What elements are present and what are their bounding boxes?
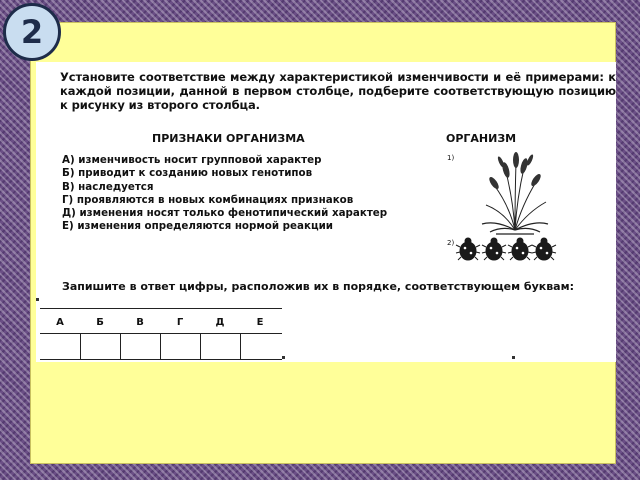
- table-header-cell: Е: [256, 317, 264, 328]
- property-item: В) наследуется: [62, 180, 154, 193]
- slide-number: 2: [20, 13, 44, 51]
- answer-prompt: Запишите в ответ цифры, расположив их в порядке, соответствующем буквам:: [62, 280, 574, 293]
- task-instruction: Установите соответствие между характеристикой изменчивости и её примерами: к каждой позиции, данной в первом столбце, подберите соответствующую позицию к рисунку из второго столбца.: [60, 70, 616, 112]
- properties-list: [62, 154, 387, 234]
- scan-artifact: [36, 298, 39, 301]
- left-column-title: ПРИЗНАКИ ОРГАНИЗМА: [152, 132, 305, 145]
- answer-table: [40, 308, 282, 360]
- table-col-line: [160, 333, 161, 360]
- plant-drawing-icon: [476, 150, 554, 238]
- table-header-cell: Д: [215, 317, 225, 328]
- beetle-icon: [454, 236, 558, 262]
- scan-artifact: [282, 356, 285, 359]
- table-border-top: [40, 308, 282, 309]
- table-col-line: [120, 333, 121, 360]
- table-divider: [40, 333, 282, 334]
- table-header-cell: Г: [176, 317, 184, 328]
- property-item: А) изменчивость носит групповой характер: [62, 154, 322, 166]
- property-item: Д) изменения носят только фенотипический характер: [62, 207, 388, 220]
- property-item: Б) приводит к созданию новых генотипов: [62, 167, 313, 180]
- table-col-line: [80, 333, 81, 360]
- scan-artifact: [512, 356, 515, 359]
- organism-label-2: 2): [447, 239, 455, 247]
- right-column-title: ОРГАНИЗМ: [446, 132, 517, 145]
- property-item: Г) проявляются в новых комбинациях признаков: [62, 193, 354, 206]
- slide-number-badge: [3, 3, 61, 61]
- task-document: [36, 62, 616, 362]
- table-col-line: [240, 333, 241, 360]
- organism-label-1: 1): [447, 154, 455, 162]
- table-border-bottom: [40, 359, 282, 360]
- table-header-cell: В: [136, 317, 144, 328]
- table-header-cell: Б: [96, 317, 104, 328]
- property-item: Е) изменения определяются нормой реакции: [62, 220, 334, 233]
- table-header-cell: А: [56, 317, 64, 328]
- table-col-line: [200, 333, 201, 360]
